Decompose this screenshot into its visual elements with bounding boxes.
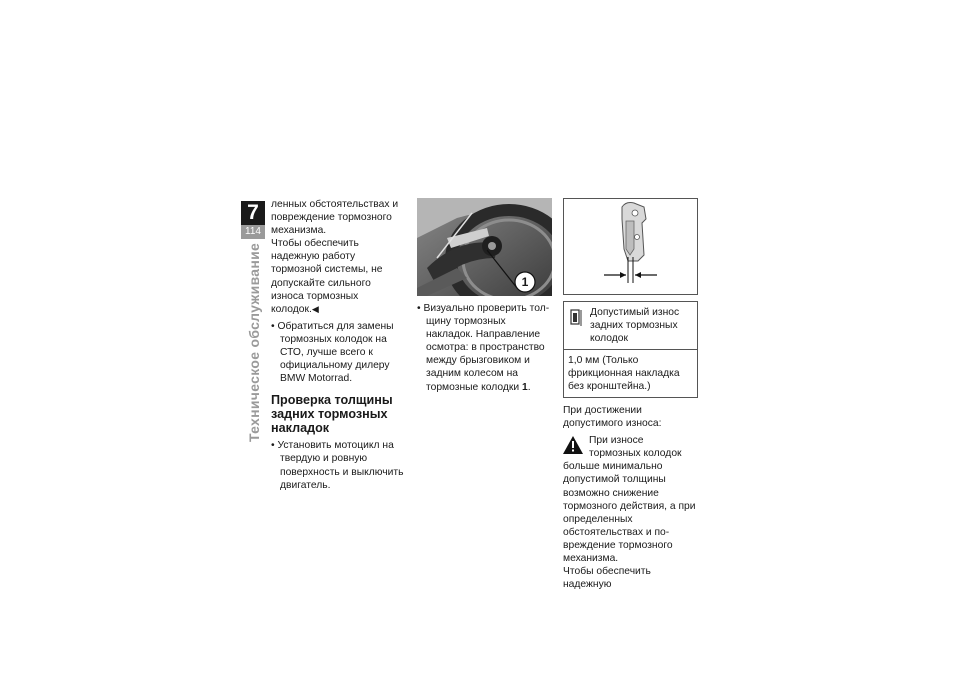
rear-wheel-photo [417, 198, 552, 296]
inspection-text: Визуально проверить толщину тормозных накладок. Направление осмотра: в пространство между брызговиком и задним колесом на тормозные колодки [423, 303, 550, 393]
section-heading: Проверка толщины задних тормозных накладок [271, 393, 393, 436]
inspection-end: . [527, 381, 531, 393]
warning-text: При износе тормозных колодок больше минимально допустимой толщины возможно снижение тормозного действия, а при определенных обстоятельствах и повреждение тормозного механизма. [563, 435, 696, 565]
brake-pad-icon [568, 308, 584, 328]
text-column-2 [417, 198, 552, 394]
photo-callout-label: 1 [521, 275, 529, 289]
reliability-continued: Чтобы обеспечить надежную [563, 566, 651, 591]
continued-paragraph: ленных обстоятельствах и повреждение тормозного механизма. [271, 199, 399, 237]
spec-header [564, 302, 697, 350]
spec-value: 1,0 мм (Только фрикционная накладка без кронштейна.) [568, 355, 680, 392]
inspection-ref: 1 [522, 381, 528, 393]
chapter-number: 7 [241, 201, 265, 225]
page-number: 114 [241, 225, 265, 239]
warning-block [563, 434, 698, 565]
spec-table [563, 301, 698, 398]
bullet-visual-inspection [417, 302, 552, 394]
section-title: Техническое обслуживание [246, 242, 262, 442]
reliability-paragraph [271, 237, 406, 316]
text-column-1 [271, 198, 406, 492]
when-reached-text: При достижении допустимого износа: [563, 405, 662, 430]
reliability-text: Чтобы обеспечить надежную работу тормозной системы, не допускайте сильного износа тормозных колодок. [271, 238, 383, 315]
brake-pad-diagram [563, 198, 698, 295]
text-column-3 [563, 198, 698, 591]
warning-triangle-icon [563, 436, 583, 454]
spec-heading: Допустимый износ задних тормозных колодок [590, 307, 680, 344]
bullet-workshop: • Обратиться для замены тормозных колодок на СТО, лучше всего к официальному дилеру BMW Motorrad. [271, 320, 406, 385]
end-mark-icon: ◀ [311, 303, 319, 314]
bullet-park-motorcycle: • Установить мотоцикл на твердую и ровную поверхность и выключить двигатель. [271, 439, 406, 491]
